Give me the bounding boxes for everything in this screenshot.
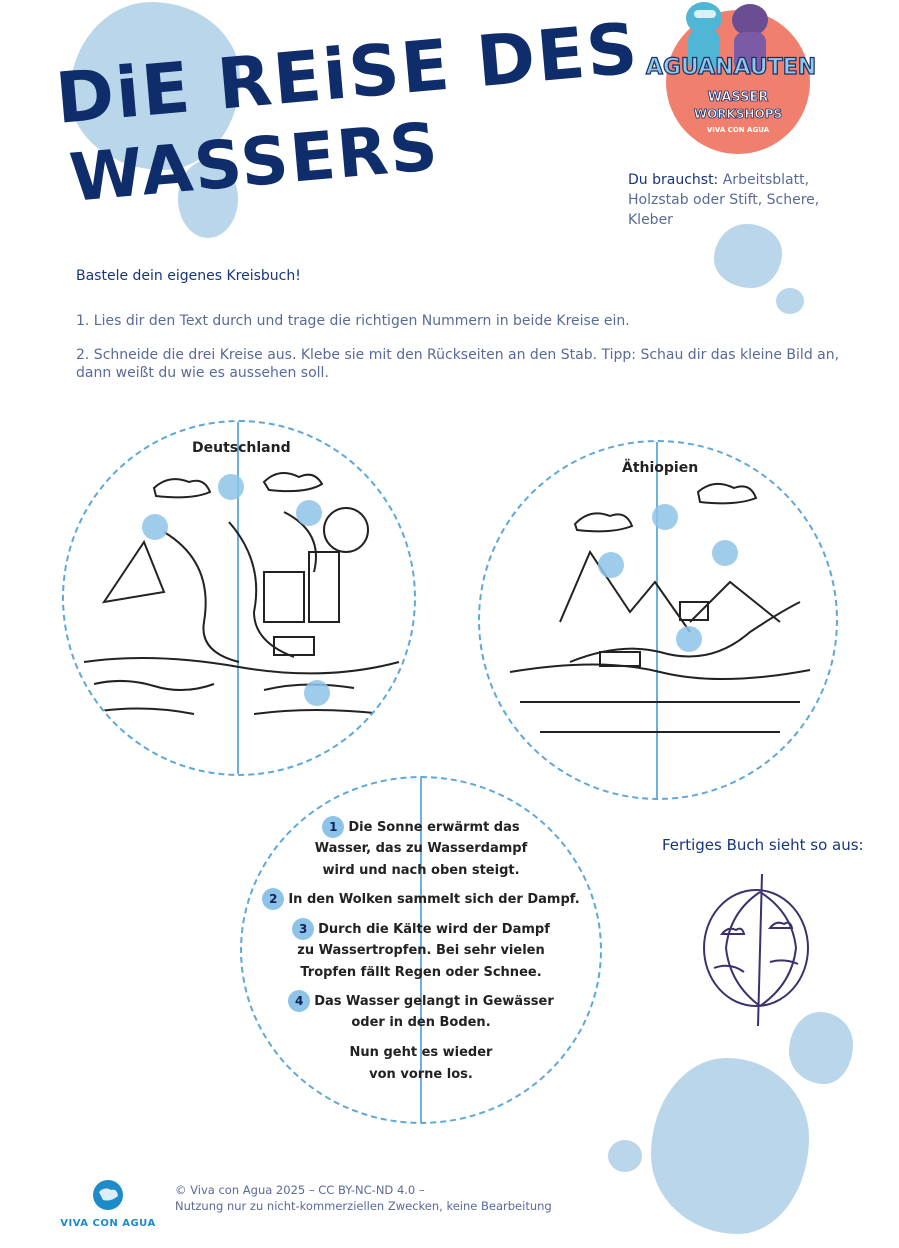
text-step-3-line1: 3 Durch die Kälte wird der Dampf (242, 918, 600, 941)
instruction-step-1: 1. Lies dir den Text durch und trage die richtigen Nummern in beide Kreise ein. (76, 313, 630, 329)
footer-line-2: Nutzung nur zu nicht-kommerziellen Zwecken, keine Bearbeitung (175, 1199, 552, 1213)
germany-title: Deutschland (192, 440, 291, 456)
step-number-badge: 2 (262, 888, 284, 910)
number-slot-ethiopia-evaporation[interactable] (598, 552, 624, 578)
svg-text:WORKSHOPS: WORKSHOPS (693, 107, 783, 121)
water-drop-globe-icon (91, 1178, 125, 1212)
text-step-1-line1: 1 Die Sonne erwärmt das (242, 816, 600, 839)
instruction-step-2: 2. Schneide die drei Kreise aus. Klebe sie mit den Rückseiten an den Stab. Tipp: Schau dir das kleine Bild an, dann weißt du wie es aussehen soll. (76, 347, 840, 381)
step-number-badge: 4 (288, 990, 310, 1012)
text-step-4-line1: 4 Das Wasser gelangt in Gewässer (242, 990, 600, 1013)
svg-text:WASSER: WASSER (707, 90, 769, 105)
blob-bottom-right-large (651, 1058, 809, 1234)
text-step-3-line2: zu Wassertropfen. Bei sehr vielen (297, 943, 545, 958)
materials-needed (628, 170, 848, 230)
materials-list: Arbeitsblatt, Holzstab oder Stift, Schere, Kleber (628, 172, 820, 228)
blob-right-upper (714, 224, 782, 288)
text-closing-line1: Nun geht es wieder (349, 1045, 493, 1060)
svg-text:VIVA CON AGUA: VIVA CON AGUA (706, 126, 770, 134)
text-step-2-line1: 2 In den Wolken sammelt sich der Dampf. (242, 888, 600, 911)
page-title-line1: DiE REiSE DES (52, 7, 643, 140)
circle-germany (62, 420, 416, 776)
materials-label: Du brauchst: (628, 172, 719, 188)
circle-ethiopia (478, 440, 838, 800)
page-title-line2: WASSERS (66, 107, 443, 217)
svg-text:AGUANAUTEN: AGUANAUTEN (645, 55, 817, 80)
subtitle: Bastele dein eigenes Kreisbuch! (76, 268, 301, 284)
number-slot-ethiopia-cloud-top[interactable] (652, 504, 678, 530)
number-slot-germany-ground[interactable] (304, 680, 330, 706)
finished-book-label: Fertiges Buch sieht so aus: (662, 836, 864, 854)
number-slot-ethiopia-river[interactable] (676, 626, 702, 652)
ethiopia-illustration (480, 442, 836, 798)
text-step-1-line2: Wasser, das zu Wasserdampf (314, 841, 528, 856)
text-step-3-line3: Tropfen fällt Regen oder Schnee. (300, 965, 542, 980)
number-slot-ethiopia-rain[interactable] (712, 540, 738, 566)
footer-line-1: © Viva con Agua 2025 – CC BY-NC-ND 4.0 – (175, 1183, 425, 1197)
number-slot-germany-evaporation[interactable] (142, 514, 168, 540)
text-step-1-line3: wird und nach oben steigt. (322, 863, 520, 878)
germany-illustration (64, 422, 414, 774)
text-closing-line2: von vorne los. (369, 1067, 473, 1082)
finished-book-sketch (700, 872, 812, 1028)
number-slot-germany-cloud[interactable] (296, 500, 322, 526)
ethiopia-title: Äthiopien (622, 460, 699, 476)
step-number-badge: 3 (292, 918, 314, 940)
circle-text (240, 776, 602, 1124)
footer-license (175, 1182, 552, 1214)
blob-bottom-dot (608, 1140, 642, 1172)
viva-con-agua-wordmark: VIVA CON AGUA (60, 1218, 156, 1229)
number-slot-germany-sun[interactable] (218, 474, 244, 500)
viva-con-agua-logo (58, 1178, 158, 1229)
text-step-4-line2: oder in den Boden. (351, 1015, 491, 1030)
aguanauten-logo (628, 0, 838, 160)
step-number-badge: 1 (322, 816, 344, 838)
blob-right-dot (776, 288, 804, 314)
